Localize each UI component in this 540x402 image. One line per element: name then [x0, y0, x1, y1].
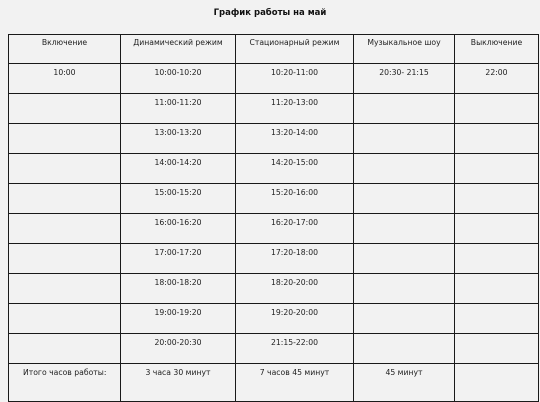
table-cell: [354, 274, 455, 304]
table-cell: [354, 214, 455, 244]
totals-label: Итого часов работы:: [9, 364, 121, 402]
totals-cell: 45 минут: [354, 364, 455, 402]
table-cell: [455, 94, 539, 124]
table-cell: 11:00-11:20: [121, 94, 236, 124]
schedule-table: [8, 34, 539, 402]
header-stationary-mode: Стационарный режим: [236, 35, 354, 64]
table-row: [9, 334, 539, 364]
table-cell: [354, 94, 455, 124]
totals-cell: [455, 364, 539, 402]
table-cell: 20:00-20:30: [121, 334, 236, 364]
table-cell: [455, 334, 539, 364]
table-cell: 19:20-20:00: [236, 304, 354, 334]
table-cell: [354, 124, 455, 154]
table-cell: 15:00-15:20: [121, 184, 236, 214]
table-cell: [9, 154, 121, 184]
table-cell: [9, 334, 121, 364]
table-cell: [455, 184, 539, 214]
table-cell: 13:00-13:20: [121, 124, 236, 154]
table-row: [9, 154, 539, 184]
table-row: [9, 214, 539, 244]
table-cell: [455, 154, 539, 184]
table-row: [9, 304, 539, 334]
table-cell: [354, 304, 455, 334]
table-row: [9, 124, 539, 154]
table-cell: [9, 124, 121, 154]
table-cell: 10:00: [9, 64, 121, 94]
table-cell: 11:20-13:00: [236, 94, 354, 124]
page-title: График работы на май: [213, 8, 327, 18]
table-cell: [354, 334, 455, 364]
table-cell: [9, 214, 121, 244]
totals-cell: 7 часов 45 минут: [236, 364, 354, 402]
table-cell: [455, 244, 539, 274]
table-cell: [455, 124, 539, 154]
table-row: [9, 244, 539, 274]
table-cell: 21:15-22:00: [236, 334, 354, 364]
table-row: [9, 64, 539, 94]
table-cell: [354, 244, 455, 274]
table-cell: [9, 184, 121, 214]
table-cell: 15:20-16:00: [236, 184, 354, 214]
table-cell: 20:30- 21:15: [354, 64, 455, 94]
table-cell: 16:00-16:20: [121, 214, 236, 244]
table-cell: 10:00-10:20: [121, 64, 236, 94]
table-cell: 17:00-17:20: [121, 244, 236, 274]
table-cell: [9, 274, 121, 304]
table-header-row: [9, 35, 539, 64]
table-row: [9, 274, 539, 304]
table-cell: 18:00-18:20: [121, 274, 236, 304]
table-cell: 10:20-11:00: [236, 64, 354, 94]
table-cell: 18:20-20:00: [236, 274, 354, 304]
table-cell: 19:00-19:20: [121, 304, 236, 334]
header-music-show: Музыкальное шоу: [354, 35, 455, 64]
table-cell: 14:00-14:20: [121, 154, 236, 184]
table-cell: [9, 244, 121, 274]
table-cell: [354, 184, 455, 214]
header-dynamic-mode: Динамический режим: [121, 35, 236, 64]
table-cell: 17:20-18:00: [236, 244, 354, 274]
header-switch-on: Включение: [9, 35, 121, 64]
totals-row: [9, 364, 539, 402]
table-cell: [9, 94, 121, 124]
table-cell: 16:20-17:00: [236, 214, 354, 244]
table-cell: [455, 214, 539, 244]
table-cell: 14:20-15:00: [236, 154, 354, 184]
table-cell: [9, 304, 121, 334]
table-cell: 22:00: [455, 64, 539, 94]
table-cell: [455, 274, 539, 304]
table-row: [9, 184, 539, 214]
table-row: [9, 94, 539, 124]
table-cell: [354, 154, 455, 184]
totals-cell: 3 часа 30 минут: [121, 364, 236, 402]
header-switch-off: Выключение: [455, 35, 539, 64]
table-cell: [455, 304, 539, 334]
table-cell: 13:20-14:00: [236, 124, 354, 154]
